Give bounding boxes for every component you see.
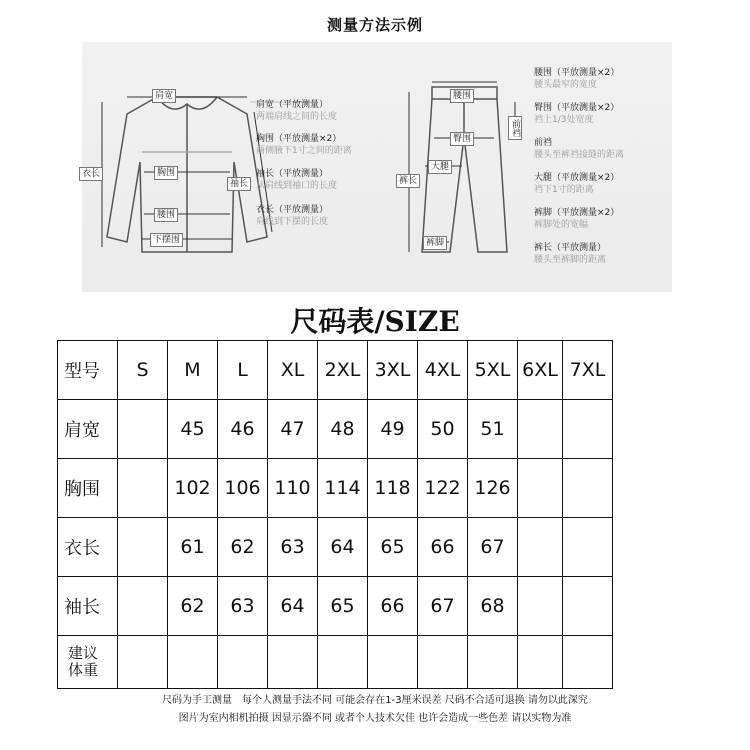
size-header: 6XL — [518, 341, 563, 400]
table-cell: 68 — [468, 577, 518, 636]
table-cell — [468, 636, 518, 689]
size-header: L — [218, 341, 268, 400]
footer-notes — [0, 692, 750, 728]
tag-shirt-shoulder: 肩宽 — [152, 89, 176, 103]
shirt-note-chest: 胸围（平放测量×2） 两侧腋下1寸之间的距离 — [256, 134, 352, 156]
row-label: 胸围 — [58, 459, 118, 518]
table-cell: 67 — [468, 518, 518, 577]
table-cell — [418, 636, 468, 689]
tag-shirt-sleeve: 袖长 — [227, 177, 251, 191]
table-cell — [268, 636, 318, 689]
size-header: S — [118, 341, 168, 400]
shirt-drawing — [107, 97, 267, 252]
table-cell — [518, 459, 563, 518]
tag-shirt-hem: 下摆围 — [150, 233, 183, 247]
footer-line-2: 图片为室内相机拍摄 因显示器不同 或者个人技术欠佳 也许会造成一些色差 请以实物为准 — [178, 713, 572, 724]
table-cell — [563, 459, 613, 518]
table-cell: 45 — [168, 400, 218, 459]
table-cell: 48 — [318, 400, 368, 459]
table-cell — [563, 400, 613, 459]
size-header: 5XL — [468, 341, 518, 400]
pants-note-waist: 腰围（平放测量×2） 腰头最窄的宽度 — [534, 68, 620, 90]
table-cell: 114 — [318, 459, 368, 518]
table-cell — [318, 636, 368, 689]
table-cell — [518, 577, 563, 636]
table-cell — [563, 577, 613, 636]
table-cell: 126 — [468, 459, 518, 518]
table-row — [58, 518, 613, 577]
shirt-note-length: 衣长（平放测量） 肩线到下摆的长度 — [256, 205, 329, 227]
table-cell: 118 — [368, 459, 418, 518]
header-corner: 型号 — [58, 341, 118, 400]
shirt-note-sleeve: 袖长（平放测量） 从肩线到袖口的长度 — [256, 169, 338, 191]
table-cell: 49 — [368, 400, 418, 459]
table-cell: 102 — [168, 459, 218, 518]
table-header-row — [58, 341, 613, 400]
tag-pants-length: 裤长 — [396, 174, 420, 188]
size-header: 2XL — [318, 341, 368, 400]
table-cell — [118, 636, 168, 689]
table-row — [58, 400, 613, 459]
size-table-title: 尺码表/SIZE — [290, 305, 460, 338]
table-cell: 67 — [418, 577, 468, 636]
shirt-note-shoulder: 肩宽（平放测量） 两端肩线之间的长度 — [256, 100, 338, 122]
table-cell: 106 — [218, 459, 268, 518]
table-row — [58, 459, 613, 518]
table-cell: 64 — [318, 518, 368, 577]
table-cell — [518, 400, 563, 459]
table-cell: 62 — [168, 577, 218, 636]
table-cell: 110 — [268, 459, 318, 518]
size-header: M — [168, 341, 218, 400]
row-label: 袖长 — [58, 577, 118, 636]
table-cell: 63 — [218, 577, 268, 636]
table-cell: 63 — [268, 518, 318, 577]
table-cell — [518, 518, 563, 577]
table-cell — [168, 636, 218, 689]
table-cell — [368, 636, 418, 689]
tag-pants-hem: 裤脚 — [423, 236, 447, 250]
pants-note-hem: 裤脚（平放测量×2） 裤脚处的宽幅 — [534, 208, 620, 230]
pants-note-hip: 臀围（平放测量×2） 裆上1/3处宽度 — [534, 103, 620, 125]
table-cell — [218, 636, 268, 689]
size-header: 7XL — [563, 341, 613, 400]
table-cell: 64 — [268, 577, 318, 636]
table-cell — [118, 518, 168, 577]
pants-note-rise: 前裆 腰头至裤裆接缝的距离 — [534, 138, 625, 160]
size-header: XL — [268, 341, 318, 400]
table-cell — [563, 518, 613, 577]
table-cell: 65 — [368, 518, 418, 577]
table-row — [58, 577, 613, 636]
size-header: 3XL — [368, 341, 418, 400]
pants-arrows — [409, 82, 515, 252]
table-cell: 65 — [318, 577, 368, 636]
table-cell — [118, 577, 168, 636]
table-cell: 51 — [468, 400, 518, 459]
tag-pants-waist: 腰围 — [450, 89, 474, 103]
table-cell — [563, 636, 613, 689]
table-cell — [118, 400, 168, 459]
table-row — [58, 636, 613, 689]
table-cell: 46 — [218, 400, 268, 459]
table-cell — [118, 459, 168, 518]
table-cell: 50 — [418, 400, 468, 459]
size-table — [57, 340, 613, 689]
table-cell: 62 — [218, 518, 268, 577]
row-label: 肩宽 — [58, 400, 118, 459]
size-header: 4XL — [418, 341, 468, 400]
tag-shirt-chest: 胸围 — [154, 166, 178, 180]
tag-shirt-waist: 腰围 — [154, 208, 178, 222]
tag-shirt-length: 衣长 — [79, 167, 103, 181]
row-label-weight: 建议 体重 — [58, 636, 118, 689]
tag-pants-hip: 臀围 — [450, 132, 474, 146]
measurement-guide — [82, 42, 672, 292]
table-cell: 47 — [268, 400, 318, 459]
table-cell — [518, 636, 563, 689]
table-cell: 66 — [368, 577, 418, 636]
table-cell: 122 — [418, 459, 468, 518]
table-cell: 66 — [418, 518, 468, 577]
tag-pants-thigh: 大腿 — [428, 160, 452, 174]
pants-note-thigh: 大腿（平放测量×2） 裆下1寸的距离 — [534, 173, 620, 195]
table-cell: 61 — [168, 518, 218, 577]
pants-note-length: 裤长（平放测量） 腰头至裤脚的距离 — [534, 243, 607, 265]
guide-title: 测量方法示例 — [326, 16, 423, 34]
tag-pants-rise: 前裆 — [508, 116, 522, 140]
row-label: 衣长 — [58, 518, 118, 577]
footer-line-1: 尺码为手工测量 每个人测量手法不同 可能会存在1-3厘米误差 尺码不合适可退换 请勿以此深究 — [162, 695, 588, 706]
